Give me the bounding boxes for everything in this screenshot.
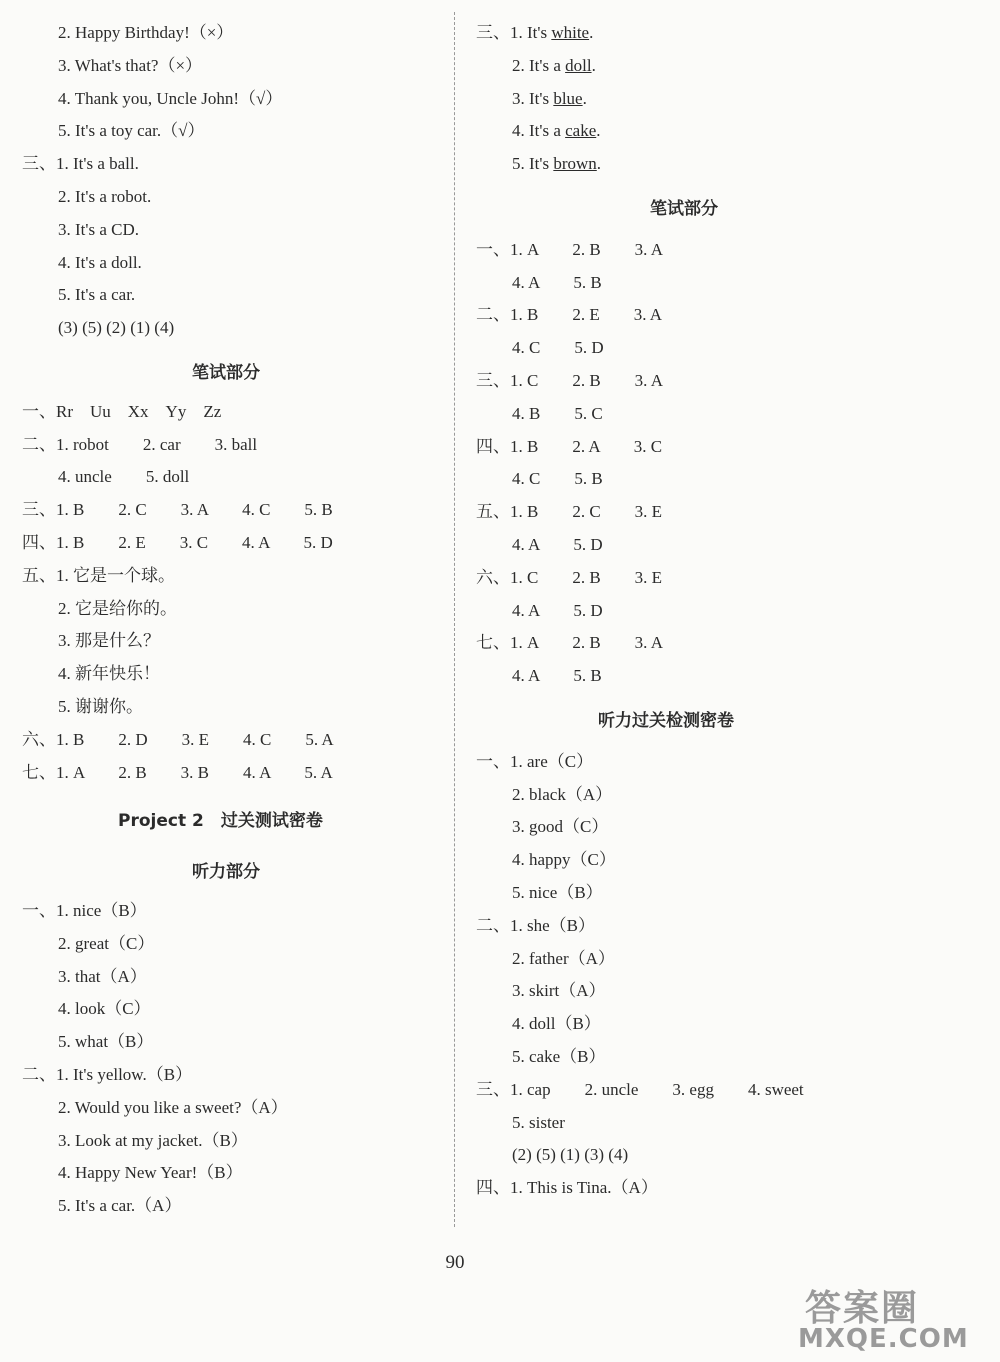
- answer-line: (3) (5) (2) (1) (4): [58, 318, 175, 338]
- answer-line: 一、1. A 2. B 3. A: [476, 239, 664, 259]
- answer-line: 4. B 5. C: [512, 403, 603, 423]
- answer-line: 二、1. robot 2. car 3. ball: [22, 434, 258, 454]
- answer-line: 4. A 5. D: [512, 600, 603, 620]
- answer-line: 4. C 5. B: [512, 469, 603, 489]
- answer-line: 3. Look at my jacket.（B）: [58, 1130, 248, 1150]
- answer-suffix: .: [596, 121, 601, 141]
- page-number: 90: [445, 1252, 465, 1273]
- underlined-answer: cake: [565, 121, 597, 141]
- answer-suffix: .: [582, 88, 587, 108]
- answer-suffix: .: [591, 55, 596, 75]
- answer-line: 5. It's a car.（A）: [58, 1196, 182, 1216]
- underlined-answer: doll: [565, 55, 592, 75]
- answer-line: 4. Happy New Year!（B）: [58, 1163, 243, 1183]
- answer-line: 5. what（B）: [58, 1032, 154, 1052]
- underlined-answer: blue: [553, 88, 583, 108]
- answer-line: 4. A 5. D: [512, 535, 603, 554]
- answer-line: [512, 149, 601, 179]
- underlined-answer: white: [551, 23, 590, 42]
- answer-line: 二、1. B 2. E 3. A: [476, 305, 663, 325]
- answer-line: 三、1. It's a ball.: [22, 154, 139, 174]
- section-heading-written: 笔试部分: [650, 199, 718, 219]
- answer-line: 四、1. B 2. A 3. C: [476, 436, 663, 456]
- answer-line: 二、1. It's yellow.（B）: [22, 1065, 193, 1084]
- answer-line: 六、1. C 2. B 3. E: [476, 567, 663, 587]
- answer-line: 4. C 5. D: [512, 338, 604, 358]
- answer-line: 4. happy（C）: [512, 850, 616, 870]
- answer-line: 七、1. A 2. B 3. B 4. A 5. A: [22, 762, 333, 782]
- answer-line: 3. It's a CD.: [58, 219, 139, 239]
- watermark-text: 答案圈: [805, 1288, 920, 1329]
- answer-line: 2. 它是给你的。: [58, 598, 177, 618]
- answer-line: [512, 116, 601, 146]
- answer-line: 4. 新年快乐！: [58, 664, 160, 684]
- answer-line: [512, 51, 596, 81]
- answer-line: 5. It's a toy car.（√）: [58, 121, 205, 141]
- answer-prefix: 3. It's: [512, 88, 554, 108]
- answer-line: 3. good（C）: [512, 817, 609, 837]
- answer-prefix: 4. It's a: [512, 121, 566, 141]
- answer-prefix: 三、1. It's: [476, 23, 552, 42]
- section-heading-listening: 听力部分: [192, 862, 260, 883]
- watermark-url: MXQE.COM: [798, 1324, 969, 1354]
- answer-line: [512, 84, 587, 114]
- answer-line: 4. look（C）: [58, 999, 151, 1019]
- section-heading-listening-check: 听力过关检测密卷: [598, 711, 734, 731]
- project-title: Project 2 过关测试密卷: [118, 811, 323, 832]
- answer-line: 七、1. A 2. B 3. A: [476, 633, 664, 653]
- answer-line: 六、1. B 2. D 3. E 4. C 5. A: [22, 729, 334, 749]
- answer-line: 四、1. This is Tina.（A）: [476, 1178, 658, 1198]
- answer-line: 5. It's a car.: [58, 285, 136, 305]
- answer-line: 4. Thank you, Uncle John!（√）: [58, 88, 283, 108]
- answer-line: 5. nice（B）: [512, 883, 603, 902]
- answer-line: 三、1. C 2. B 3. A: [476, 371, 664, 390]
- answer-line: (2) (5) (1) (3) (4): [512, 1145, 629, 1165]
- answer-line: 一、1. nice（B）: [22, 901, 147, 920]
- answer-line: 2. It's a robot.: [58, 187, 152, 206]
- answer-line: 4. A 5. B: [512, 272, 602, 292]
- answer-line: 5. sister: [512, 1112, 565, 1132]
- underlined-answer: brown: [553, 154, 597, 174]
- answer-prefix: 2. It's a: [512, 55, 566, 75]
- watermark-logo: [790, 1280, 990, 1355]
- answer-line: 3. What's that?（×）: [58, 55, 203, 75]
- answer-line: 五、1. B 2. C 3. E: [476, 502, 663, 522]
- answer-line: 三、1. B 2. C 3. A 4. C 5. B: [22, 500, 333, 520]
- answer-line: 3. 那是什么？: [58, 631, 160, 651]
- answer-line: 2. Would you like a sweet?（A）: [58, 1097, 288, 1117]
- answer-prefix: 5. It's: [512, 154, 554, 174]
- answer-line: 3. skirt（A）: [512, 981, 606, 1001]
- answer-line: [476, 18, 593, 48]
- answer-line: 二、1. she（B）: [476, 915, 595, 935]
- answer-suffix: .: [596, 154, 602, 174]
- answer-line: 4. uncle 5. doll: [58, 467, 190, 487]
- answer-line: 2. father（A）: [512, 948, 615, 968]
- answer-line: 三、1. cap 2. uncle 3. egg 4. sweet: [476, 1079, 804, 1099]
- answer-line: 5. cake（B）: [512, 1047, 606, 1066]
- section-heading-written: 笔试部分: [192, 363, 260, 383]
- answer-line: 四、1. B 2. E 3. C 4. A 5. D: [22, 533, 333, 552]
- answer-line: 4. It's a doll.: [58, 252, 142, 272]
- answer-line: 五、1. 它是一个球。: [22, 565, 175, 585]
- answer-line: 3. that（A）: [58, 966, 147, 986]
- answer-line: 2. black（A）: [512, 784, 613, 804]
- answer-suffix: .: [589, 23, 594, 42]
- answer-line: 一、Rr Uu Xx Yy Zz: [22, 401, 222, 421]
- answer-line: 4. A 5. B: [512, 666, 602, 686]
- answer-line: 2. great（C）: [58, 933, 155, 953]
- answer-line: 一、1. are（C）: [476, 751, 594, 771]
- answer-line: 2. Happy Birthday!（×）: [58, 23, 234, 42]
- column-divider: [454, 12, 455, 1227]
- answer-line: 4. doll（B）: [512, 1014, 601, 1034]
- answer-line: 5. 谢谢你。: [58, 697, 143, 716]
